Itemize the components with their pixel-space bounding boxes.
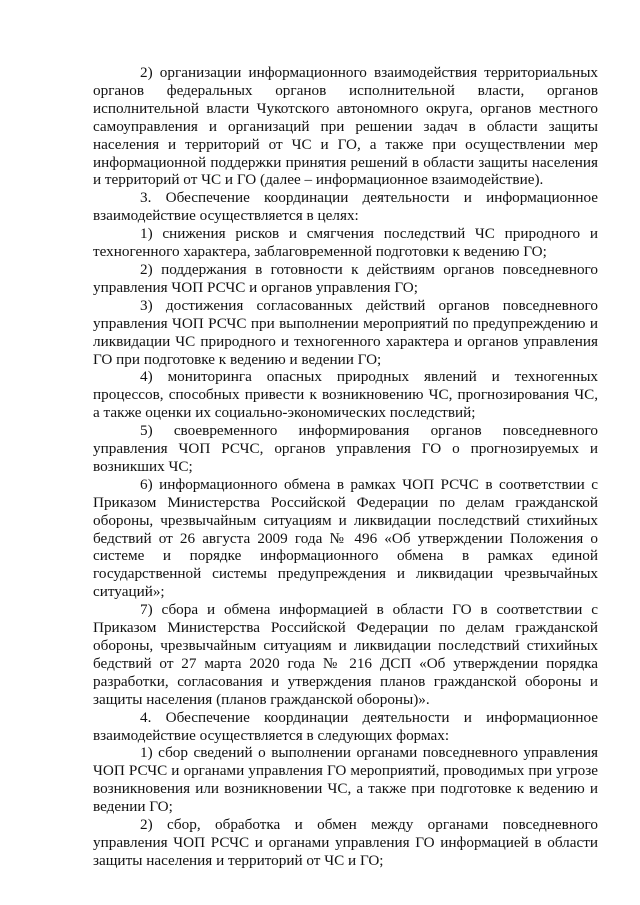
paragraph-2-2: 2) организации информационного взаимодействия территориальных органов федеральных органов исполнительной власти, органов исполнительной власти Чукотского автономного округа, органов местного самоуправления и организаций при решении задач в области защиты населения и территорий от ЧС и ГО, а также при осуществлении мер информационной поддержки принятия решений в области защиты населения и территорий от ЧС и ГО (далее – информационное взаимодействие). — [93, 64, 598, 189]
paragraph-4: 4. Обеспечение координации деятельности и информационное взаимодействие осуществляется в следующих формах: — [93, 708, 598, 744]
paragraph-3: 3. Обеспечение координации деятельности и информационное взаимодействие осуществляется в целях: — [93, 189, 598, 225]
paragraph-3-4: 4) мониторинга опасных природных явлений и техногенных процессов, способных привести к возникновению ЧС, прогнозирования ЧС, а также оценки их социально-экономических последствий; — [93, 368, 598, 422]
paragraph-3-7: 7) сбора и обмена информацией в области ГО в соответствии с Приказом Министерства Российской Федерации по делам гражданской обороны, чрезвычайным ситуациям и ликвидации последствий стихийных бедствий от 27 марта 2020 года № 216 ДСП «Об утверждении порядка разработки, согласования и утверждения планов гражданской обороны и защиты населения (планов гражданской обороны)». — [93, 601, 598, 708]
paragraph-3-3: 3) достижения согласованных действий органов повседневного управления ЧОП РСЧС при выполнении мероприятий по предупреждению и ликвидации ЧС природного и техногенного характера и органов управления ГО при подготовке к ведению и ведении ГО; — [93, 296, 598, 368]
paragraph-4-2: 2) сбор, обработка и обмен между органами повседневного управления ЧОП РСЧС и органами управления ГО информацией в области защиты населения и территорий от ЧС и ГО; — [93, 816, 598, 869]
paragraph-3-2: 2) поддержания в готовности к действиям органов повседневного управления ЧОП РСЧС и органов управления ГО; — [93, 260, 598, 296]
paragraph-3-6: 6) информационного обмена в рамках ЧОП РСЧС в соответствии с Приказом Министерства Российской Федерации по делам гражданской обороны, чрезвычайным ситуациям и ликвидации последствий стихийных бедствий от 26 августа 2009 года № 496 «Об утверждении Положения о системе и порядке информационного обмена в рамках единой государственной системы предупреждения и ликвидации чрезвычайных ситуаций»; — [93, 475, 598, 601]
paragraph-3-5: 5) своевременного информирования органов повседневного управления ЧОП РСЧС, органов управления ГО о прогнозируемых и возникших ЧС; — [93, 422, 598, 475]
paragraph-4-1: 1) сбор сведений о выполнении органами повседневного управления ЧОП РСЧС и органами управления ГО мероприятий, проводимых при угрозе возникновения или возникновении ЧС, а также при подготовке к ведению и ведении ГО; — [93, 744, 598, 816]
paragraph-3-1: 1) снижения рисков и смягчения последствий ЧС природного и техногенного характера, заблаговременной подготовки к ведению ГО; — [93, 225, 598, 261]
